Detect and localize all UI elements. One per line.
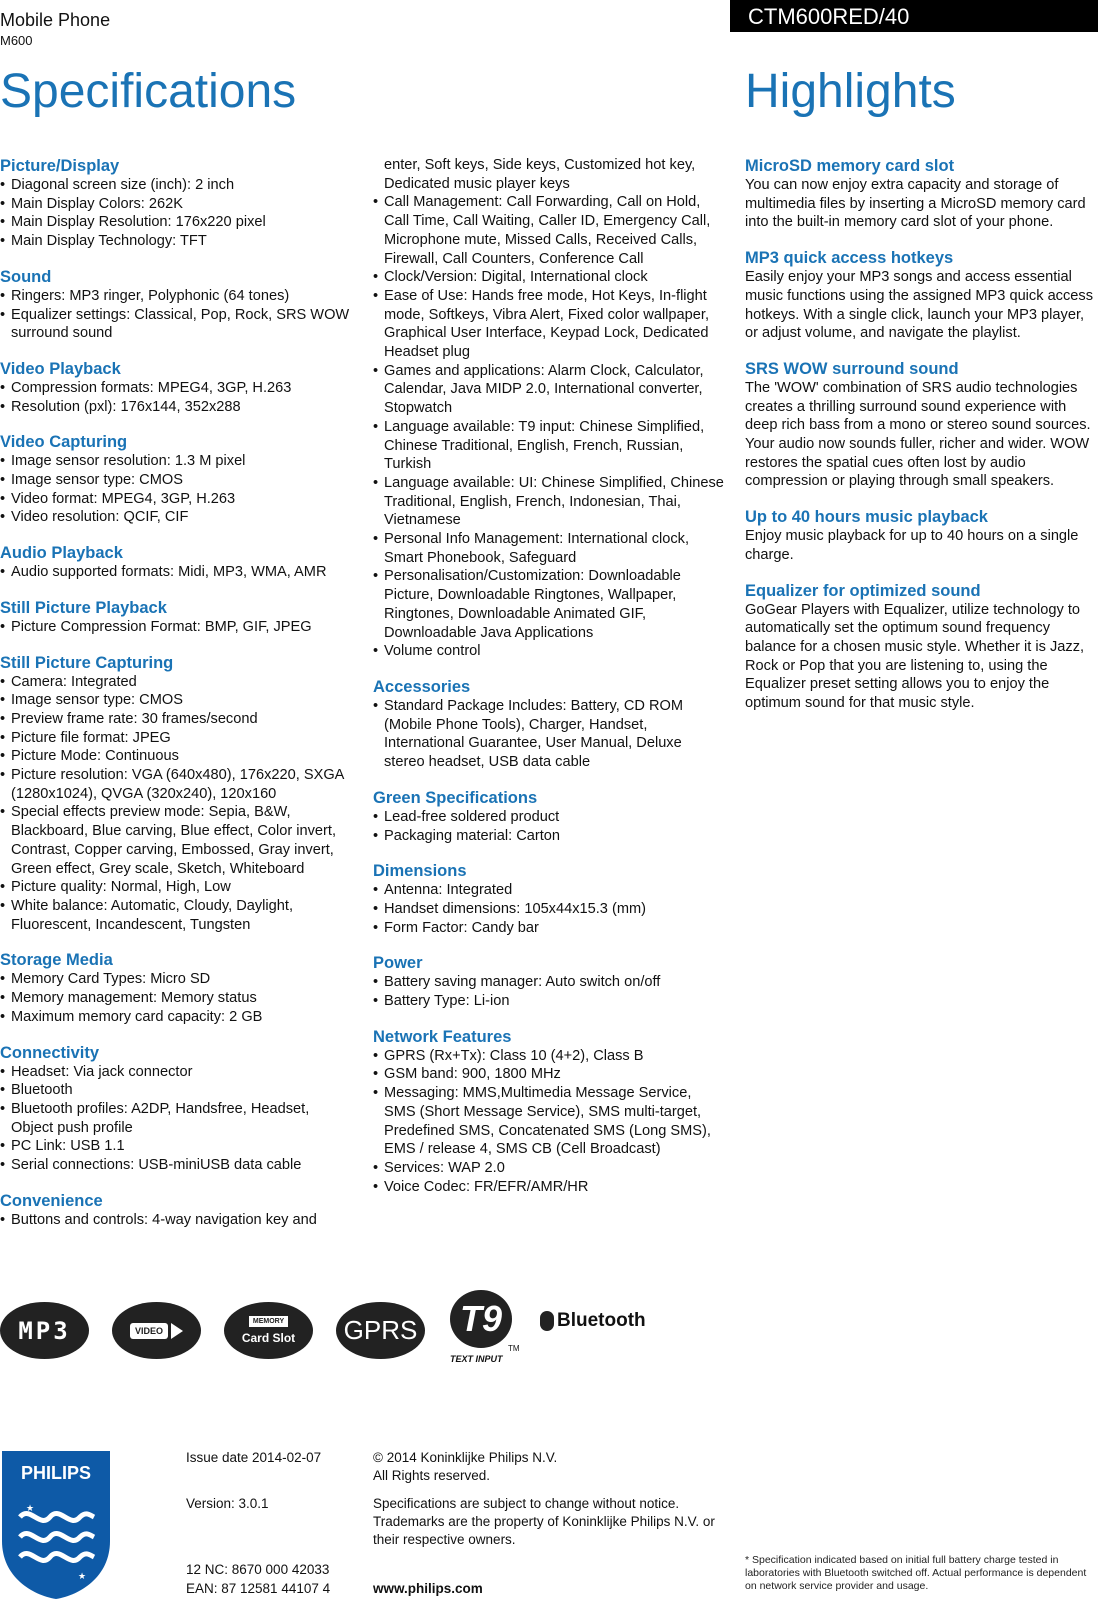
spec-item: • Call Management: Call Forwarding, Call on Hold, Call Time, Call Waiting, Caller ID, Emergency Call, Microphone mute, Missed Calls, Received Calls, Firewall, Call Counters, Conference Call <box>373 193 725 268</box>
gprs-logo: GPRS <box>336 1302 425 1359</box>
spec-item: • Picture Compression Format: BMP, GIF, JPEG <box>0 618 352 637</box>
highlight-text: Enjoy music playback for up to 40 hours on a single charge. <box>745 528 1079 563</box>
spec-item: • Maximum memory card capacity: 2 GB <box>0 1008 352 1027</box>
spec-item: • Voice Codec: FR/EFR/AMR/HR <box>373 1178 725 1197</box>
spec-item: • Clock/Version: Digital, International clock <box>373 268 725 287</box>
spec-item: • Image sensor resolution: 1.3 M pixel <box>0 452 352 471</box>
spec-item: • Camera: Integrated <box>0 673 352 692</box>
spec-item-continued: enter, Soft keys, Side keys, Customized hot key, Dedicated music player keys <box>384 157 696 192</box>
website-link[interactable]: www.philips.com <box>373 1581 483 1596</box>
feature-logos <box>0 1288 646 1368</box>
spec-item: • Language available: UI: Chinese Simplified, Chinese Traditional, English, French, Indonesian, Thai, Vietnamese <box>373 474 725 530</box>
product-title: Mobile Phone <box>0 10 111 30</box>
spec-item: • Picture resolution: VGA (640x480), 176x220, SXGA (1280x1024), QVGA (320x240), 120x160 <box>0 766 352 803</box>
section-heading-accessories: Accessories <box>373 677 471 696</box>
section-heading-dimensions: Dimensions <box>373 862 467 881</box>
highlight-heading-microsd-memory-card-slot: MicroSD memory card slot <box>745 157 955 175</box>
svg-text:★: ★ <box>26 1503 35 1513</box>
rights: All Rights reserved. <box>373 1468 491 1483</box>
play-icon <box>171 1323 183 1339</box>
highlight-heading-up-to-40-hours-music-playback: Up to 40 hours music playback <box>745 508 988 527</box>
spec-item: • Battery Type: Li-ion <box>373 992 725 1011</box>
section-heading-convenience: Convenience <box>0 1191 103 1210</box>
spec-item: • Equalizer settings: Classical, Pop, Rock, SRS WOW surround sound <box>0 306 352 343</box>
spec-item: • Ease of Use: Hands free mode, Hot Keys, In-flight mode, Softkeys, Vibra Alert, Fixed color wallpaper, Graphical User Interface, Keypad Lock, Dedicated Headset plug <box>373 287 725 362</box>
section-heading-still-picture-playback: Still Picture Playback <box>0 598 167 617</box>
spec-item: • Main Display Technology: TFT <box>0 232 352 251</box>
svg-text:★: ★ <box>78 1571 87 1581</box>
section-heading-audio-playback: Audio Playback <box>0 544 123 563</box>
spec-item: • Serial connections: USB-miniUSB data cable <box>0 1156 352 1175</box>
spec-item: • GSM band: 900, 1800 MHz <box>373 1065 725 1084</box>
disclaimer: Specifications are subject to change without notice. Trademarks are the property of Koninklijke Philips N.V. or their respective owners. <box>373 1496 715 1547</box>
spec-item: • Games and applications: Alarm Clock, Calculator, Calendar, Java MIDP 2.0, International converter, Stopwatch <box>373 362 725 418</box>
copyright: © 2014 Koninklijke Philips N.V. <box>373 1450 558 1465</box>
spec-item: • Messaging: MMS,Multimedia Message Service, SMS (Short Message Service), SMS multi-target, Predefined SMS, Concatenated SMS (Long SMS), EMS / release 4, SMS CB (Cell Broadcast) <box>373 1084 725 1159</box>
video-logo: VIDEO <box>112 1302 201 1359</box>
spec-item: • PC Link: USB 1.1 <box>0 1137 352 1156</box>
spec-column-2 <box>373 156 725 1196</box>
spec-item: • Services: WAP 2.0 <box>373 1159 725 1178</box>
spec-item: • Diagonal screen size (inch): 2 inch <box>0 176 352 195</box>
spec-item: • Audio supported formats: Midi, MP3, WMA, AMR <box>0 563 352 582</box>
section-heading-still-picture-capturing: Still Picture Capturing <box>0 653 174 672</box>
section-heading-video-capturing: Video Capturing <box>0 433 128 452</box>
spec-item: • Bluetooth profiles: A2DP, Handsfree, Headset, Object push profile <box>0 1100 352 1137</box>
spec-item: • Memory Card Types: Micro SD <box>0 970 352 989</box>
spec-item: • Video resolution: QCIF, CIF <box>0 508 352 527</box>
nc-code: 12 NC: 8670 000 42033 <box>186 1562 330 1577</box>
spec-item: • Personal Info Management: International clock, Smart Phonebook, Safeguard <box>373 530 725 567</box>
t9-logo: T9 TM TEXT INPUT <box>448 1288 518 1368</box>
spec-item: • Image sensor type: CMOS <box>0 471 352 490</box>
footnote: * Specification indicated based on initial full battery charge tested in laboratories with Bluetooth switched off. Actual performance is dependent on network service provider and usage. <box>745 1554 1087 1592</box>
highlight-heading-mp3-quick-access-hotkeys: MP3 quick access hotkeys <box>745 249 954 268</box>
spec-item: • Bluetooth <box>0 1081 352 1100</box>
highlight-text: The 'WOW' combination of SRS audio technologies creates a thrilling surround sound experience with deep rich bass from a mono or stereo sound sources. Your audio now sounds fuller, richer and wider. WOW restores the spatial cues often lost by audio compression or playing through small speakers. <box>745 379 1091 490</box>
highlight-heading-srs-wow-surround-sound: SRS WOW surround sound <box>745 359 959 378</box>
spec-item: • Standard Package Includes: Battery, CD ROM (Mobile Phone Tools), Charger, Handset, International Guarantee, User Manual, Deluxe stereo headset, USB data cable <box>373 697 725 772</box>
spec-item: • Antenna: Integrated <box>373 881 725 900</box>
product-code-bar: CTM600RED/40 <box>730 0 1098 32</box>
spec-item: • Resolution (pxl): 176x144, 352x288 <box>0 398 352 417</box>
spec-item: • Video format: MPEG4, 3GP, H.263 <box>0 490 352 509</box>
spec-item: • Image sensor type: CMOS <box>0 691 352 710</box>
version: Version: 3.0.1 <box>186 1496 269 1511</box>
spec-item: • White balance: Automatic, Cloudy, Daylight, Fluorescent, Incandescent, Tungsten <box>0 897 352 934</box>
spec-item: • Battery saving manager: Auto switch on/off <box>373 973 725 992</box>
product-model: M600 <box>0 33 33 48</box>
ean-code: EAN: 87 12581 44107 4 <box>186 1581 331 1596</box>
spec-item: • Preview frame rate: 30 frames/second <box>0 710 352 729</box>
spec-item: • Memory management: Memory status <box>0 989 352 1008</box>
spec-item: • Picture file format: JPEG <box>0 729 352 748</box>
section-heading-sound: Sound <box>0 267 52 286</box>
section-heading-green-specifications: Green Specifications <box>373 788 538 807</box>
highlights-column <box>745 156 1097 713</box>
mp3-logo: MP3 <box>0 1302 89 1359</box>
highlight-heading-equalizer-for-optimized-sound: Equalizer for optimized sound <box>745 581 981 600</box>
highlights-heading: Highlights <box>745 65 956 118</box>
spec-item: • Main Display Resolution: 176x220 pixel <box>0 213 352 232</box>
bluetooth-logo: Bluetooth <box>540 1310 646 1332</box>
philips-brand: PHILIPS <box>20 1463 91 1483</box>
spec-item: • Compression formats: MPEG4, 3GP, H.263 <box>0 379 352 398</box>
section-heading-storage-media: Storage Media <box>0 951 113 970</box>
spec-item: • Language available: T9 input: Chinese Simplified, Chinese Traditional, English, French, Russian, Turkish <box>373 418 725 474</box>
spec-item: • Personalisation/Customization: Downloadable Picture, Downloadable Ringtones, Wallpaper, Ringtones, Downloadable Animated GIF, Downloadable Java Applications <box>373 567 725 642</box>
spec-item: • Form Factor: Candy bar <box>373 919 725 938</box>
memory-card-logo: MEMORY Card Slot <box>224 1302 313 1359</box>
spec-item: • Volume control <box>373 642 725 661</box>
spec-column-1 <box>0 156 352 1229</box>
spec-item: • Handset dimensions: 105x44x15.3 (mm) <box>373 900 725 919</box>
highlight-text: Easily enjoy your MP3 songs and access essential music functions using the assigned MP3 quick access hotkeys. With a single click, launch your MP3 player, or adjust volume, and navigate the playlist. <box>745 269 1093 342</box>
bluetooth-icon <box>540 1311 554 1331</box>
spec-item: • Picture quality: Normal, High, Low <box>0 878 352 897</box>
spec-item: • Packaging material: Carton <box>373 827 725 846</box>
specifications-heading: Specifications <box>0 65 297 118</box>
section-heading-picture-display: Picture/Display <box>0 157 120 175</box>
section-heading-power: Power <box>373 954 423 973</box>
spec-item: • Ringers: MP3 ringer, Polyphonic (64 tones) <box>0 287 352 306</box>
spec-item: • Picture Mode: Continuous <box>0 747 352 766</box>
spec-item: • Special effects preview mode: Sepia, B&W, Blackboard, Blue carving, Blue effect, Color invert, Contrast, Copper carving, Embossed, Gray invert, Green effect, Grey scale, Sketch, Whiteboard <box>0 803 352 878</box>
philips-shield-logo <box>0 1449 112 1599</box>
spec-item: • Headset: Via jack connector <box>0 1063 352 1082</box>
spec-item: • Main Display Colors: 262K <box>0 195 352 214</box>
highlight-text: GoGear Players with Equalizer, utilize technology to automatically set the optimum sound frequency balance for a chosen music style. Whether it is Jazz, Rock or Pop that you are listening to, using the Equalizer preset setting allows you to enjoy the optimum sound for that music style. <box>745 601 1085 712</box>
spec-item: • Buttons and controls: 4-way navigation key and <box>0 1211 352 1230</box>
issue-date: Issue date 2014-02-07 <box>186 1450 322 1465</box>
section-heading-network-features: Network Features <box>373 1027 512 1046</box>
section-heading-video-playback: Video Playback <box>0 359 121 378</box>
spec-item: • GPRS (Rx+Tx): Class 10 (4+2), Class B <box>373 1047 725 1066</box>
highlight-text: You can now enjoy extra capacity and storage of multimedia files by inserting a MicroSD memory card into the built-in memory card slot of your phone. <box>745 177 1086 231</box>
section-heading-connectivity: Connectivity <box>0 1043 100 1062</box>
spec-item: • Lead-free soldered product <box>373 808 725 827</box>
